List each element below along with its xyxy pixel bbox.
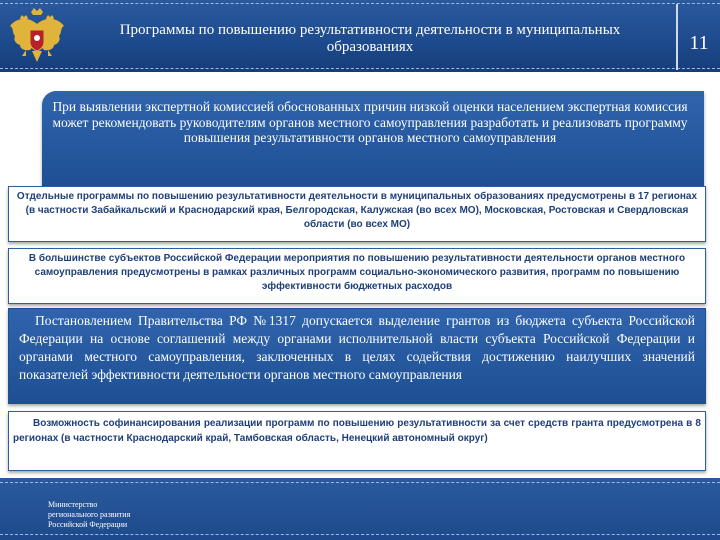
ministry-name-line-2: регионального развития <box>48 510 131 519</box>
cofinancing-text: Возможность софинансирования реализации программ по повышению результативности за счет средств гранта предусмотрена в 8 регионах (в частности Краснодарский край, Тамбовская область, Ненецкий автономный округ) <box>13 418 701 444</box>
slide-header <box>0 0 720 72</box>
double-headed-eagle-icon <box>6 6 68 68</box>
regional-programs-box <box>8 186 706 242</box>
header-bottom-divider <box>0 68 720 69</box>
slide-number-box <box>676 4 720 70</box>
regional-programs-text: Отдельные программы по повышению результативности деятельности в муниципальных образованиях предусмотрены в 17 регионах (в частности Забайкальский и Краснодарский края, Белгородская, Калужская (во всех МО), Московская, Ростовская и Свердловская области (во всех МО) <box>16 191 698 230</box>
ministry-name <box>48 500 248 530</box>
header-top-divider <box>0 3 720 4</box>
ministry-name-line-3: Российской Федерации <box>48 520 128 529</box>
government-decree-text: Постановлением Правительства РФ №1317 допускается выделение грантов из бюджета субъекта Российской Федерации на основе соглашений между органами исполнительной власти субъекта Российской Федерации и органами местного самоуправления, заключенных в целях содействия достижению наилучших значений показателей эффективности деятельности органов местного самоуправления <box>19 313 695 382</box>
slide-footer <box>0 478 720 540</box>
cofinancing-box <box>8 411 706 471</box>
footer-top-divider <box>0 482 720 483</box>
intro-text: При выявлении экспертной комиссией обоснованных причин низкой оценки населением экспертная комиссия может рекомендовать руководителям органов местного самоуправления разработать и реализовать программу повышения результативности органов местного самоуправления <box>52 99 688 145</box>
federal-subjects-box <box>8 248 706 304</box>
intro-box <box>42 91 704 187</box>
footer-bottom-divider <box>0 534 720 535</box>
federal-subjects-text: В большинстве субъектов Российской Федерации мероприятия по повышению результативности деятельности органов местного самоуправления предусмотрены в рамках различных программ социально-экономического развития, программ по повышению эффективности бюджетных расходов <box>28 253 686 292</box>
government-decree-box <box>8 308 706 404</box>
slide-number: 11 <box>689 32 709 54</box>
ministry-name-line-1: Министерство <box>48 500 98 509</box>
page-title: Программы по повышению результативности деятельности в муниципальных образованиях <box>119 22 621 55</box>
